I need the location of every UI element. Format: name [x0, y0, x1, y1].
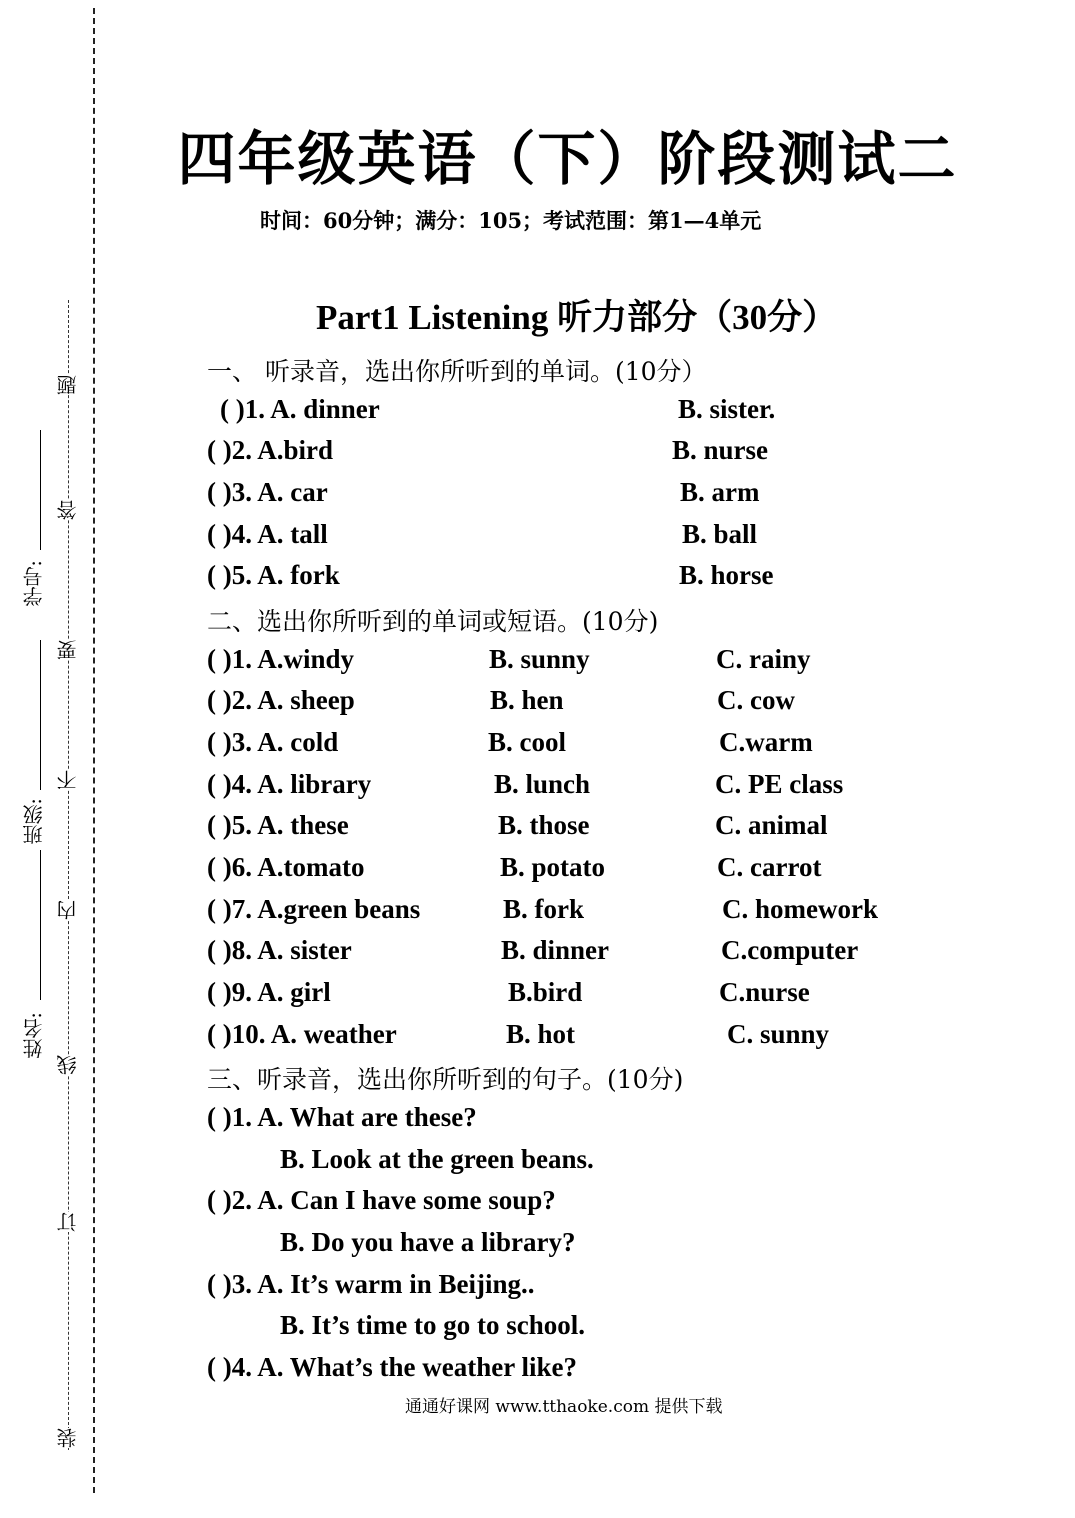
- question-option-a: ( )1. A. What are these?: [207, 1102, 477, 1132]
- question-option-c: C. animal: [715, 810, 828, 840]
- question-option-b: B. lunch: [494, 769, 591, 799]
- question-option-b: B. It’s time to go to school.: [280, 1310, 585, 1340]
- question-option-b: B.bird: [508, 977, 583, 1007]
- seal-char: 线: [56, 1055, 80, 1075]
- question-option-a: ( )2. A.bird: [207, 435, 334, 465]
- question-option-b: B. ball: [682, 519, 758, 549]
- question-option-c: C. sunny: [727, 1019, 830, 1049]
- question-option-b: B. arm: [680, 477, 760, 507]
- seal-char: 题: [56, 375, 80, 395]
- question-option-a: ( )4. A. library: [207, 769, 372, 799]
- question-option-a: ( )2. A. Can I have some soup?: [207, 1185, 556, 1215]
- list-item: [0, 727, 813, 761]
- seal-char: 订: [56, 1212, 80, 1232]
- list-item: [0, 435, 800, 469]
- page-title: 四年级英语（下）阶段测试二: [177, 125, 958, 193]
- question-option-b: B. hot: [506, 1019, 576, 1049]
- question-option-a: ( )5. A. these: [207, 810, 349, 840]
- question-option-a: ( )4. A. tall: [207, 519, 328, 549]
- question-option-b: B. sister.: [678, 394, 776, 424]
- section2-heading: 二、选出你所听到的单词或短语。(10分): [207, 607, 659, 636]
- question-option-b: B. dinner: [501, 935, 610, 965]
- list-item: [0, 810, 828, 844]
- question-option-a: ( )1. A. dinner: [220, 394, 380, 424]
- name-label: 姓名:: [22, 1012, 46, 1059]
- question-option-a: ( )3. A. It’s warm in Beijing..: [207, 1269, 535, 1299]
- question-option-a: ( )9. A. girl: [207, 977, 331, 1007]
- question-option-c: C. homework: [722, 894, 878, 924]
- question-option-b: B. horse: [679, 560, 774, 590]
- question-option-c: C.warm: [719, 727, 813, 757]
- section3-heading: 三、听录音，选出你所听到的句子。(10分): [207, 1065, 684, 1094]
- part-heading: Part1 Listening 听力部分（30分）: [316, 298, 838, 337]
- question-option-c: C. rainy: [716, 644, 811, 674]
- list-item: [0, 1227, 800, 1261]
- list-item: [0, 935, 859, 969]
- question-option-b: B. sunny: [489, 644, 590, 674]
- list-item: [0, 560, 800, 594]
- question-option-b: B. potato: [500, 852, 606, 882]
- list-item: [0, 644, 811, 678]
- list-item: [0, 519, 800, 553]
- seal-char: 内: [56, 900, 80, 920]
- list-item: [0, 685, 800, 719]
- question-option-c: C.computer: [721, 935, 859, 965]
- question-option-c: C. cow: [717, 685, 795, 715]
- student-number-label: 学号:: [22, 560, 46, 607]
- footer-source: 通通好课网 www.tthaoke.com 提供下载: [405, 1397, 723, 1417]
- list-item: [0, 1144, 800, 1178]
- seal-char: 装: [56, 1428, 80, 1448]
- list-item: [0, 1102, 800, 1136]
- question-option-b: B. hen: [490, 685, 564, 715]
- list-item: [0, 1185, 800, 1219]
- question-option-b: B. Look at the green beans.: [280, 1144, 594, 1174]
- question-option-c: C. carrot: [717, 852, 822, 882]
- question-option-c: C. PE class: [715, 769, 844, 799]
- question-option-a: ( )3. A. cold: [207, 727, 339, 757]
- question-option-a: ( )10. A. weather: [207, 1019, 397, 1049]
- list-item: [0, 1310, 800, 1344]
- question-option-a: ( )2. A. sheep: [207, 685, 355, 715]
- question-option-b: B. Do you have a library?: [280, 1227, 576, 1257]
- question-option-a: ( )5. A. fork: [207, 560, 340, 590]
- question-option-a: ( )6. A.tomato: [207, 852, 365, 882]
- question-option-a: ( )4. A. What’s the weather like?: [207, 1352, 577, 1382]
- question-option-c: C.nurse: [719, 977, 810, 1007]
- list-item: [0, 852, 822, 886]
- seal-char: 答: [56, 500, 80, 520]
- list-item: [0, 894, 878, 928]
- exam-info: 时间：60分钟；满分：105；考试范围：第1—4单元: [260, 208, 762, 233]
- list-item: [0, 769, 844, 803]
- list-item: [0, 477, 800, 511]
- question-option-b: B. those: [498, 810, 590, 840]
- question-option-b: B. fork: [503, 894, 584, 924]
- question-option-a: ( )7. A.green beans: [207, 894, 421, 924]
- seal-char: 不: [56, 770, 80, 790]
- list-item: [0, 977, 810, 1011]
- question-option-b: B. cool: [488, 727, 566, 757]
- question-option-a: ( )1. A.windy: [207, 644, 355, 674]
- class-label: 班级:: [22, 798, 46, 845]
- section1-heading: 一、 听录音，选出你所听到的单词。(10分）: [207, 357, 707, 386]
- question-option-a: ( )8. A. sister: [207, 935, 352, 965]
- question-option-b: B. nurse: [672, 435, 769, 465]
- seal-char: 要: [56, 640, 80, 660]
- question-option-a: ( )3. A. car: [207, 477, 328, 507]
- list-item: [0, 1019, 830, 1053]
- list-item: [0, 394, 800, 428]
- list-item: [0, 1269, 800, 1303]
- list-item: [0, 1352, 800, 1386]
